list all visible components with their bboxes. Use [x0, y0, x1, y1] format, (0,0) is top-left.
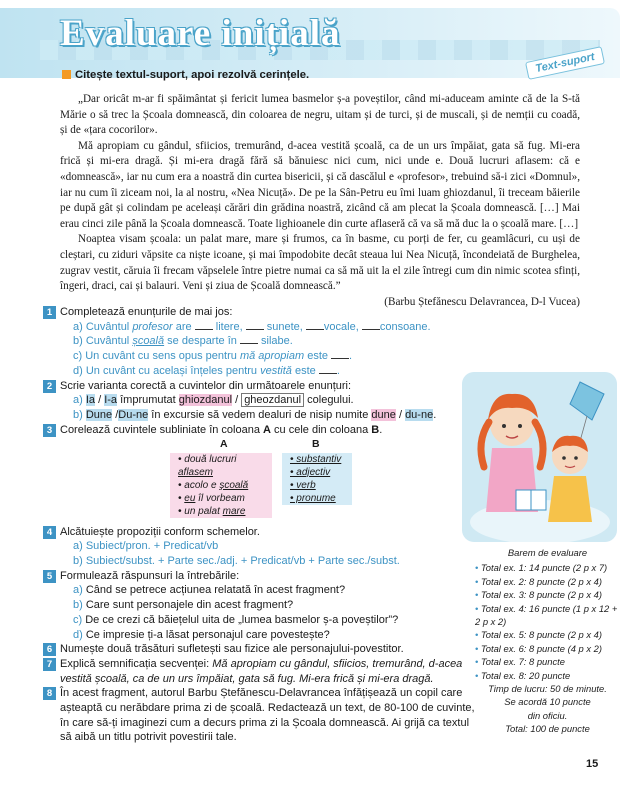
task-4a: a) Subiect/pron. + Predicat/vb: [73, 540, 219, 553]
page-title: Evaluare inițială: [60, 13, 341, 54]
task-1a: a) Cuvântul profesor are litere, sunete, vocale, consoane.: [73, 320, 431, 333]
task-number: 5: [43, 570, 56, 583]
task-6: [46, 642, 480, 657]
task-number: 2: [43, 380, 56, 393]
text-author: (Barbu Ștefănescu Delavrancea, D-l Vucea): [384, 295, 580, 308]
page-header: [0, 0, 638, 82]
task-list: [46, 305, 480, 745]
grading-item: • Total ex. 7: 8 puncte: [475, 656, 565, 668]
boy-icon: [548, 436, 592, 522]
column-b-header: B: [312, 437, 320, 450]
choice-word[interactable]: gheozdanul: [241, 393, 304, 407]
grading-item: • Total ex. 4: 16 puncte (1 p x 12 + 2 p x 2): [475, 602, 618, 628]
task-2a: a) Ia / I-a împrumutat ghiozdanul / gheozdanul colegului.: [73, 394, 354, 407]
task-2b: b) Dune /Du-ne în excursie să vedem dealuri de nisip numite dune / du-ne.: [73, 408, 437, 421]
text-paragraph: Noaptea visam școala: un palat mare, mare și frumos, ca în basme, cu porți de fer, cu geamlâcuri, cu uși de cleștari, cu ziduri văpsite ca niște icoane, și mai împodobite decât steaua lui Nea Nicuță, încondeiată de Burghelea, zugrav vestit, căruia îi frecam văpselele între pietre numai ca să mă uit la el zile întregi cum din nimic scotea sfinți, îngeri, draci, cai și balauri. Veni și ziua de Școală domnească.”: [60, 233, 580, 293]
task-text: Corelează cuvintele subliniate în coloana A cu cele din coloana B.: [60, 423, 383, 436]
answer-blank[interactable]: [319, 364, 337, 374]
answer-blank[interactable]: [306, 320, 324, 330]
choice-word[interactable]: I-a: [104, 394, 118, 407]
grading-item: • Total ex. 6: 8 puncte (4 p x 2): [475, 642, 602, 654]
grading-item: • Total ex. 8: 20 puncte: [475, 669, 571, 681]
grading-item: • Total ex. 3: 8 puncte (2 p x 4): [475, 589, 602, 601]
task-text: Formulează răspunsuri la întrebările:: [60, 569, 240, 582]
task-5: [46, 569, 480, 643]
grading-item: • Total ex. 5: 8 puncte (2 p x 4): [475, 629, 602, 641]
list-item[interactable]: • un palat mare: [178, 506, 246, 517]
task-number: 3: [43, 424, 56, 437]
answer-blank[interactable]: [246, 320, 264, 330]
instruction: [62, 69, 309, 81]
list-item[interactable]: • eu îl vorbeam: [178, 492, 245, 504]
list-item[interactable]: • două lucruri aflasem: [178, 453, 237, 478]
illustration: [462, 372, 617, 542]
list-item[interactable]: • substantiv: [290, 453, 342, 465]
square-icon: [62, 70, 71, 79]
task-text: Completează enunțurile de mai jos:: [60, 306, 233, 318]
text-paragraph: „Dar oricât m-ar fi spăimântat și fericit lumea basmelor ș-a poveștilor, când mi-aduceam aminte că de la S-tă Mărie o să trec la Școala domnească, din coloarea de negru, uitam și de turci, și de muscali, și de nemții cu coadă, și de «țara cocorilor».: [60, 93, 580, 137]
task-text: Numește două trăsături sufletești sau fizice ale personajului-povestitor.: [60, 643, 404, 656]
task-5b: b) Care sunt personajele din acest fragment?: [73, 599, 294, 612]
grading-scale: [475, 546, 620, 736]
list-item[interactable]: • acolo e școală: [178, 479, 249, 491]
answer-blank[interactable]: [195, 320, 213, 330]
task-1: [46, 305, 480, 379]
task-5a: a) Când se petrece acțiunea relatată în acest fragment?: [73, 584, 346, 597]
text-suport-tag: Text-suport: [525, 46, 605, 80]
text-paragraph: Mă apropiam cu gândul, sfiicios, tremurând, d-acea vestită școală, ca de un urs împăiat, gata să fug. Mi-era frică și mi-era dragă. Și mi-era dragă fără să bănuiesc nici cum, nici unde e. Două lucruri aflasem: că e «domnească», iar nu cum era a noastră din curtea bisericii, și că dascălul e «profesor», trebuind să-i zici «Domnul», iar nu cum îi ziceam noi, la al nostru, «Nea Nicuță». De pe la Sân-Petru eu îmi luam ghiozdanul, îi treceam băierile pe după gât și colindam pe aceleași cărări din grădina noastră, zicând că am plecat la Școala domnească. […] Mai erau cinci zile până la Școala domnească. Toate lighioanele din curte aflaseră că va să mă duc la o școală mare. […]: [60, 139, 580, 230]
task-7: [46, 657, 480, 686]
grading-item: • Total ex. 1: 14 puncte (2 p x 7): [475, 562, 608, 574]
list-item[interactable]: • pronume: [290, 492, 336, 504]
task-number: 1: [43, 306, 56, 319]
task-text: Scrie varianta corectă a cuvintelor din următoarele enunțuri:: [60, 379, 352, 392]
list-item[interactable]: • verb: [290, 479, 316, 491]
grading-foot: Timp de lucru: 50 de minute.: [488, 683, 607, 695]
grading-foot: Se acordă 10 puncte: [504, 696, 591, 708]
book-icon: [516, 490, 546, 510]
task-3: [46, 423, 480, 525]
grading-title: Barem de evaluare: [507, 547, 588, 558]
grading-foot: Total: 100 de puncte: [505, 723, 590, 735]
grading-item: • Total ex. 2: 8 puncte (2 p x 4): [475, 575, 602, 587]
answer-blank[interactable]: [240, 334, 258, 344]
task-text: Alcătuiește propoziții conform schemelor.: [60, 525, 260, 538]
choice-word[interactable]: dune: [371, 408, 396, 421]
column-a-box: [170, 453, 272, 518]
support-text: [60, 92, 580, 310]
list-item[interactable]: • adjectiv: [290, 466, 331, 478]
task-number: 6: [43, 643, 56, 656]
choice-word[interactable]: Dune: [85, 408, 113, 421]
task-1b: b) Cuvântul școală se desparte în silabe.: [73, 335, 293, 348]
answer-blank[interactable]: [362, 320, 380, 330]
task-text: În acest fragment, autorul Barbu Ștefănescu-Delavrancea înfățișează un copil care așteaptă cu nerăbdare prima zi de școală. Redactează un text, de 80-100 de cuvinte, în care să-ți imaginezi cum a decurs prima zi la Școala domnească. Ai grijă ca textul să aibă un titlu potrivit povestirii tale.: [60, 687, 475, 744]
grading-foot: din oficiu.: [527, 709, 568, 721]
task-number: 4: [43, 526, 56, 539]
task-4: [46, 525, 480, 569]
column-a-header: A: [220, 437, 228, 450]
task-4b: b) Subiect/subst. + Parte sec./adj. + Predicat/vb + Parte sec./subst.: [73, 555, 400, 568]
page-number: 15: [586, 758, 599, 770]
instruction-text: Citește textul-suport, apoi rezolvă cerințele.: [75, 69, 310, 81]
column-b-box: [282, 453, 352, 505]
answer-blank[interactable]: [331, 349, 349, 359]
task-5c: c) De ce crezi că băiețelul uita de „lumea basmelor ș-a poveștilor”?: [73, 613, 399, 626]
task-2: [46, 379, 480, 423]
choice-word[interactable]: ghiozdanul: [178, 394, 233, 407]
task-8: [46, 686, 480, 745]
task-number: 8: [43, 687, 56, 700]
choice-word[interactable]: du-ne: [405, 408, 434, 421]
illustration-svg: [462, 372, 617, 542]
task-5d: d) Ce impresie ți-a lăsat personajul care povestește?: [73, 628, 330, 641]
task-text: Explică semnificația secvenței: Mă apropiam cu gândul, sfiicios, tremurând, d-acea vestită școală, ca de un urs împăiat, gata să fug. Mi-era frică și mi-era dragă.: [60, 657, 463, 685]
choice-word[interactable]: Du-ne: [118, 408, 149, 421]
task-number: 7: [43, 658, 56, 671]
task-1c: c) Un cuvânt cu sens opus pentru mă apropiam este .: [73, 350, 353, 363]
choice-word[interactable]: Ia: [85, 394, 96, 407]
task-1d: d) Un cuvânt cu același înțeles pentru vestită este .: [73, 364, 340, 377]
